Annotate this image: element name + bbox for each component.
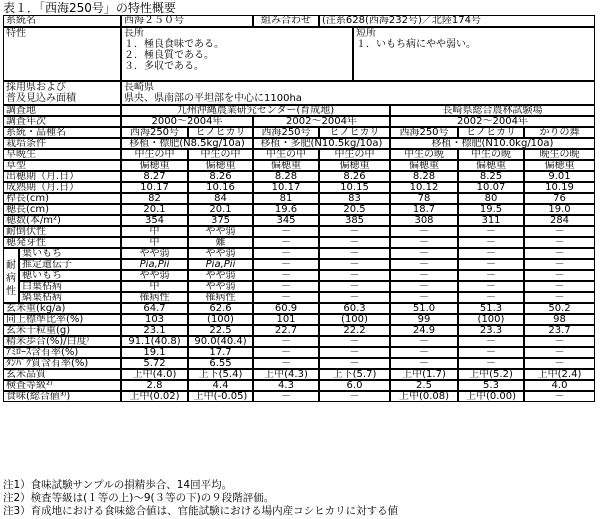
measurement-value: 8.27 bbox=[121, 171, 188, 182]
quality-value: － bbox=[253, 347, 319, 358]
disease-label: 白葉枯病 bbox=[19, 281, 121, 292]
cultivation-label: 栽培条件 bbox=[3, 138, 121, 149]
disease-value: － bbox=[390, 270, 458, 281]
measurement-value: 10.16 bbox=[188, 182, 253, 193]
quality-value: － bbox=[524, 391, 595, 402]
quality-value: 上中(0.08) bbox=[390, 391, 458, 402]
measurement-value: 80 bbox=[458, 193, 524, 204]
variety-value: ヒノヒカリ bbox=[319, 127, 390, 138]
resistance-value: － bbox=[524, 226, 595, 237]
measurement-value: 10.17 bbox=[121, 182, 188, 193]
survey-site-label: 調査地 bbox=[3, 105, 121, 116]
disease-value: － bbox=[253, 292, 319, 303]
adoption-value-line: 県央、県南部の平坦部を中心に1100ha bbox=[124, 93, 302, 104]
disease-value: やや弱 bbox=[121, 270, 188, 281]
quality-value: 23.7 bbox=[524, 325, 595, 336]
plant-type-value: 偏穂重 bbox=[458, 160, 524, 171]
traits-label: 特性 bbox=[3, 27, 121, 81]
quality-value: － bbox=[524, 336, 595, 347]
table-title: 表１．「西海250号」の特性概要 bbox=[3, 1, 176, 15]
quality-value: － bbox=[319, 391, 390, 402]
quality-value: (100) bbox=[319, 314, 390, 325]
quality-value: － bbox=[390, 347, 458, 358]
disease-side-char: 性 bbox=[6, 286, 16, 297]
measurement-value: 8.28 bbox=[390, 171, 458, 182]
disease-value: － bbox=[524, 259, 595, 270]
quality-value: 上中(4.0) bbox=[121, 369, 188, 380]
quality-value: － bbox=[253, 391, 319, 402]
cultivation-value: 移植・多肥(N10.5kg/10a) bbox=[253, 138, 390, 149]
measurement-label: 穂数(本/m²) bbox=[3, 215, 121, 226]
quality-label: 玄米重(kg/a) bbox=[3, 303, 121, 314]
disease-value: 中 bbox=[121, 281, 188, 292]
variety-label: 系統名 bbox=[3, 15, 121, 27]
quality-value: 62.6 bbox=[188, 303, 253, 314]
maturity-value: 晩生の晩 bbox=[524, 149, 595, 160]
measurement-value: 20.1 bbox=[121, 204, 188, 215]
quality-value: 19.1 bbox=[121, 347, 188, 358]
survey-year-value: 2002～2004年 bbox=[253, 116, 390, 127]
disease-value: － bbox=[524, 270, 595, 281]
variety-value: 西海250号 bbox=[121, 127, 188, 138]
quality-value: 64.7 bbox=[121, 303, 188, 314]
quality-value: － bbox=[253, 336, 319, 347]
disease-value: － bbox=[390, 248, 458, 259]
cross-value: (注系628(西海232号)／北陸174号 bbox=[319, 15, 595, 27]
variety-value: ヒノヒカリ bbox=[458, 127, 524, 138]
quality-label: 同上標準比率(%) bbox=[3, 314, 121, 325]
quality-value: 上中(5.2) bbox=[458, 369, 524, 380]
resistance-value: － bbox=[458, 226, 524, 237]
quality-value: (100) bbox=[458, 314, 524, 325]
maturity-value: 中生の中 bbox=[121, 149, 188, 160]
quality-value: 90.0(40.4) bbox=[188, 336, 253, 347]
variety-value: 西海２５０号 bbox=[121, 15, 253, 27]
merit-item: ２．極良質である。 bbox=[124, 50, 214, 61]
resistance-value: － bbox=[253, 226, 319, 237]
quality-value: － bbox=[390, 358, 458, 369]
plant-type-value: 偏穂重 bbox=[253, 160, 319, 171]
maturity-value: 中生の晩 bbox=[458, 149, 524, 160]
disease-value: － bbox=[253, 270, 319, 281]
measurement-value: 76 bbox=[524, 193, 595, 204]
adoption-label bbox=[3, 81, 121, 105]
quality-value: － bbox=[253, 358, 319, 369]
resistance-value: － bbox=[319, 237, 390, 248]
measurement-value: 345 bbox=[253, 215, 319, 226]
disease-value: － bbox=[524, 248, 595, 259]
quality-value: 4.4 bbox=[188, 380, 253, 391]
measurement-value: 83 bbox=[319, 193, 390, 204]
survey-year-value: 2002～2004年 bbox=[390, 116, 595, 127]
disease-value: － bbox=[390, 281, 458, 292]
quality-value: － bbox=[524, 358, 595, 369]
quality-value: 上中(4.3) bbox=[253, 369, 319, 380]
measurement-value: 10.12 bbox=[390, 182, 458, 193]
disease-value: 罹病性 bbox=[121, 292, 188, 303]
quality-value: 22.2 bbox=[319, 325, 390, 336]
quality-value: 103 bbox=[121, 314, 188, 325]
quality-value: 上下(5.4) bbox=[188, 369, 253, 380]
characteristics-table bbox=[3, 15, 595, 478]
quality-value: － bbox=[319, 358, 390, 369]
measurement-value: 81 bbox=[253, 193, 319, 204]
measurement-value: 19.5 bbox=[458, 204, 524, 215]
disease-value: － bbox=[524, 292, 595, 303]
disease-value: やや弱 bbox=[121, 248, 188, 259]
disease-value: 罹病性 bbox=[188, 292, 253, 303]
measurement-value: 311 bbox=[458, 215, 524, 226]
survey-year-label: 調査年次 bbox=[3, 116, 121, 127]
measurement-value: 8.26 bbox=[319, 171, 390, 182]
resistance-label: 耐倒伏性 bbox=[3, 226, 121, 237]
adoption-label-line: 普及見込み面積 bbox=[6, 93, 76, 104]
variety-value: 西海250号 bbox=[253, 127, 319, 138]
resistance-label: 穂発芽性 bbox=[3, 237, 121, 248]
quality-value: 4.3 bbox=[253, 380, 319, 391]
quality-value: － bbox=[319, 347, 390, 358]
survey-year-value: 2000～2004年 bbox=[121, 116, 253, 127]
quality-label: 玄米品質 bbox=[3, 369, 121, 380]
measurement-value: 20.5 bbox=[319, 204, 390, 215]
resistance-value: － bbox=[524, 237, 595, 248]
quality-value: 99 bbox=[390, 314, 458, 325]
quality-value: 98 bbox=[524, 314, 595, 325]
quality-value: 51.3 bbox=[458, 303, 524, 314]
disease-value: － bbox=[253, 248, 319, 259]
quality-value: 23.3 bbox=[458, 325, 524, 336]
plant-type-value: 偏穂重 bbox=[319, 160, 390, 171]
plant-type-value: 偏穂重 bbox=[188, 160, 253, 171]
plant-type-value: 偏穂重 bbox=[524, 160, 595, 171]
demerits-cell bbox=[353, 27, 595, 81]
disease-value: － bbox=[458, 281, 524, 292]
disease-value: やや弱 bbox=[188, 270, 253, 281]
measurement-label: 稈長(cm) bbox=[3, 193, 121, 204]
measurement-value: 284 bbox=[524, 215, 595, 226]
quality-value: 91.1(40.8) bbox=[121, 336, 188, 347]
measurement-label: 出穂期（月.日） bbox=[3, 171, 121, 182]
disease-value: － bbox=[319, 292, 390, 303]
quality-label: 検査等級²⁾ bbox=[3, 380, 121, 391]
quality-value: 上中(0.00) bbox=[458, 391, 524, 402]
resistance-value: 中 bbox=[121, 226, 188, 237]
cultivation-value: 移植・標肥(N8.5kg/10a) bbox=[121, 138, 253, 149]
disease-side-label bbox=[3, 248, 19, 303]
measurement-label: 穂長(cm) bbox=[3, 204, 121, 215]
disease-side-char: 病 bbox=[6, 273, 16, 284]
disease-value: － bbox=[524, 281, 595, 292]
disease-label: 縞葉枯病 bbox=[19, 292, 121, 303]
disease-value: － bbox=[319, 259, 390, 270]
resistance-value: 中 bbox=[121, 237, 188, 248]
adoption-value bbox=[121, 81, 595, 105]
measurement-value: 8.25 bbox=[458, 171, 524, 182]
footnote: 注2）検査等級は(１等の上)～9(３等の下)の９段階評価。 bbox=[3, 492, 275, 504]
quality-value: － bbox=[390, 336, 458, 347]
measurement-value: 20.1 bbox=[188, 204, 253, 215]
disease-label: 推定遺伝子 bbox=[19, 259, 121, 270]
disease-value: － bbox=[390, 292, 458, 303]
maturity-value: 中生の中 bbox=[188, 149, 253, 160]
measurement-value: 10.07 bbox=[458, 182, 524, 193]
quality-value: 60.3 bbox=[319, 303, 390, 314]
adoption-value-line: 長崎県 bbox=[124, 82, 154, 93]
resistance-value: 難 bbox=[188, 237, 253, 248]
measurement-value: 10.17 bbox=[253, 182, 319, 193]
quality-label: ｱﾐﾛｰｽ含有率(%) bbox=[3, 347, 121, 358]
disease-value: － bbox=[458, 259, 524, 270]
quality-value: － bbox=[319, 336, 390, 347]
measurement-value: 354 bbox=[121, 215, 188, 226]
measurement-value: 78 bbox=[390, 193, 458, 204]
footnote: 注3）育成地における食味総合値は、官能試験における場内産コシヒカリに対する値 bbox=[3, 505, 399, 517]
disease-value: Pia,Pii bbox=[121, 259, 188, 270]
measurement-value: 375 bbox=[188, 215, 253, 226]
survey-site-value: 長崎県総合農林試験場 bbox=[390, 105, 595, 116]
quality-label: 精米歩合(%)/白度⁾ bbox=[3, 336, 121, 347]
quality-value: 4.0 bbox=[524, 380, 595, 391]
plant-type-value: 偏穂重 bbox=[121, 160, 188, 171]
footnotes bbox=[3, 479, 398, 518]
disease-value: － bbox=[458, 292, 524, 303]
disease-value: やや弱 bbox=[188, 248, 253, 259]
variety-label: 系統・品種名 bbox=[3, 127, 121, 138]
adoption-label-line: 採用県および bbox=[6, 82, 66, 93]
resistance-value: － bbox=[390, 226, 458, 237]
disease-value: やや弱 bbox=[188, 281, 253, 292]
quality-value: 上中(2.4) bbox=[524, 369, 595, 380]
quality-value: 上中(0.02) bbox=[121, 391, 188, 402]
quality-value: 上中(1.7) bbox=[390, 369, 458, 380]
quality-value: 24.9 bbox=[390, 325, 458, 336]
resistance-value: － bbox=[458, 237, 524, 248]
quality-value: 5.72 bbox=[121, 358, 188, 369]
disease-value: － bbox=[390, 259, 458, 270]
measurement-value: 10.15 bbox=[319, 182, 390, 193]
measurement-label: 成熟期（月.日） bbox=[3, 182, 121, 193]
quality-value: 上下(5.7) bbox=[319, 369, 390, 380]
merit-item: ３．多収である。 bbox=[124, 61, 204, 72]
measurement-value: 84 bbox=[188, 193, 253, 204]
disease-label: 穂いもち bbox=[19, 270, 121, 281]
measurement-value: 19.0 bbox=[524, 204, 595, 215]
quality-value: 23.1 bbox=[121, 325, 188, 336]
quality-value: 6.55 bbox=[188, 358, 253, 369]
measurement-value: 10.19 bbox=[524, 182, 595, 193]
demerit-item: １．いもち病にやや弱い。 bbox=[356, 39, 476, 50]
plant-type-label: 草型 bbox=[3, 160, 121, 171]
cross-label: 組み合わせ bbox=[253, 15, 319, 27]
disease-value: － bbox=[253, 281, 319, 292]
quality-value: － bbox=[458, 358, 524, 369]
measurement-value: 19.6 bbox=[253, 204, 319, 215]
quality-label: ﾀﾝﾊﾟｸ質含有率(%) bbox=[3, 358, 121, 369]
disease-label: 葉いもち bbox=[19, 248, 121, 259]
measurement-value: 385 bbox=[319, 215, 390, 226]
disease-value: － bbox=[253, 259, 319, 270]
merit-title: 長所 bbox=[124, 28, 144, 39]
disease-value: － bbox=[458, 248, 524, 259]
cultivation-value: 移植・標肥(N10.0kg/10a) bbox=[390, 138, 595, 149]
resistance-value: － bbox=[319, 226, 390, 237]
resistance-value: － bbox=[253, 237, 319, 248]
quality-value: － bbox=[458, 347, 524, 358]
plant-type-value: 偏穂重 bbox=[390, 160, 458, 171]
quality-value: 2.5 bbox=[390, 380, 458, 391]
resistance-value: やや弱 bbox=[188, 226, 253, 237]
quality-value: 101 bbox=[253, 314, 319, 325]
quality-value: 51.0 bbox=[390, 303, 458, 314]
variety-value: ヒノヒカリ bbox=[188, 127, 253, 138]
disease-value: － bbox=[319, 248, 390, 259]
merits-cell bbox=[121, 27, 353, 81]
quality-value: 2.8 bbox=[121, 380, 188, 391]
quality-value: － bbox=[524, 347, 595, 358]
quality-label: 食味(総合値³⁾) bbox=[3, 391, 121, 402]
survey-site-value: 九州沖縄農業研究センター(育成地) bbox=[121, 105, 390, 116]
measurement-value: 82 bbox=[121, 193, 188, 204]
variety-value: 西海250号 bbox=[390, 127, 458, 138]
measurement-value: 308 bbox=[390, 215, 458, 226]
quality-value: 50.2 bbox=[524, 303, 595, 314]
maturity-value: 中生の中 bbox=[253, 149, 319, 160]
quality-value: 22.7 bbox=[253, 325, 319, 336]
disease-value: － bbox=[319, 270, 390, 281]
quality-value: 6.0 bbox=[319, 380, 390, 391]
measurement-value: 8.26 bbox=[188, 171, 253, 182]
demerit-title: 短所 bbox=[356, 28, 376, 39]
footnote: 注1）食味試験サンプルの損精歩合、14回平均。 bbox=[3, 479, 233, 491]
maturity-label: 早晩生 bbox=[3, 149, 121, 160]
variety-value: かりの舞 bbox=[524, 127, 595, 138]
quality-value: 22.5 bbox=[188, 325, 253, 336]
measurement-value: 9.01 bbox=[524, 171, 595, 182]
measurement-value: 18.7 bbox=[390, 204, 458, 215]
maturity-value: 中生の中 bbox=[319, 149, 390, 160]
quality-label: 玄米千粒重(g) bbox=[3, 325, 121, 336]
disease-value: － bbox=[458, 270, 524, 281]
quality-value: 上中(-0.05) bbox=[188, 391, 253, 402]
measurement-value: 8.28 bbox=[253, 171, 319, 182]
quality-value: 5.3 bbox=[458, 380, 524, 391]
resistance-value: － bbox=[390, 237, 458, 248]
quality-value: 60.9 bbox=[253, 303, 319, 314]
disease-side-char: 耐 bbox=[6, 260, 16, 271]
disease-value: － bbox=[319, 281, 390, 292]
maturity-value: 中生の晩 bbox=[390, 149, 458, 160]
quality-value: 17.7 bbox=[188, 347, 253, 358]
quality-value: － bbox=[458, 336, 524, 347]
merit-item: １．極良食味である。 bbox=[124, 39, 224, 50]
disease-value: Pia,Pii bbox=[188, 259, 253, 270]
quality-value: (100) bbox=[188, 314, 253, 325]
